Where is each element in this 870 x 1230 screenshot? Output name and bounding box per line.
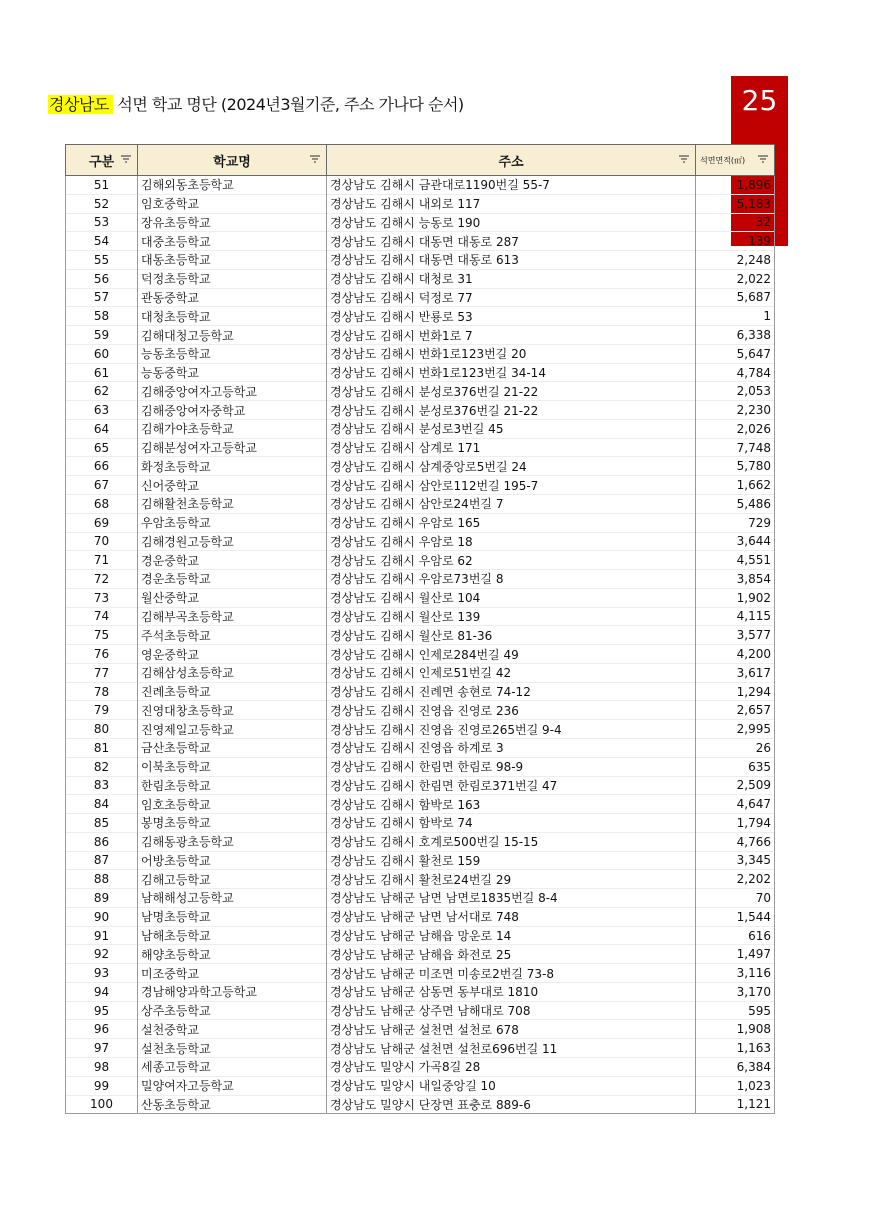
row-number: 67 bbox=[66, 476, 138, 495]
school-address: 경상남도 밀양시 단장면 표충로 889-6 bbox=[327, 1095, 696, 1114]
row-number: 76 bbox=[66, 645, 138, 664]
school-name: 금산초등학교 bbox=[138, 738, 327, 757]
school-name: 대청초등학교 bbox=[138, 307, 327, 326]
asbestos-area: 32 bbox=[696, 213, 775, 232]
row-number: 52 bbox=[66, 194, 138, 213]
school-name: 진영대창초등학교 bbox=[138, 701, 327, 720]
row-number: 99 bbox=[66, 1076, 138, 1095]
school-address: 경상남도 남해군 남해읍 망운로 14 bbox=[327, 926, 696, 945]
school-address: 경상남도 남해군 설천면 설천로696번길 11 bbox=[327, 1039, 696, 1058]
table-row bbox=[66, 889, 775, 908]
asbestos-area: 7,748 bbox=[696, 438, 775, 457]
school-name: 남해초등학교 bbox=[138, 926, 327, 945]
region-highlight: 경상남도 bbox=[48, 95, 113, 114]
table-row bbox=[66, 251, 775, 270]
school-name: 김해활천초등학교 bbox=[138, 495, 327, 514]
school-name: 경운중학교 bbox=[138, 551, 327, 570]
table-row bbox=[66, 1095, 775, 1114]
table-row bbox=[66, 720, 775, 739]
school-table bbox=[65, 144, 775, 1114]
row-number: 96 bbox=[66, 1020, 138, 1039]
table-row bbox=[66, 438, 775, 457]
school-address: 경상남도 밀양시 가곡8길 28 bbox=[327, 1057, 696, 1076]
row-number: 84 bbox=[66, 795, 138, 814]
row-number: 89 bbox=[66, 889, 138, 908]
table-row bbox=[66, 495, 775, 514]
school-name: 김해부곡초등학교 bbox=[138, 607, 327, 626]
table-row bbox=[66, 945, 775, 964]
asbestos-area: 5,687 bbox=[696, 288, 775, 307]
row-number: 83 bbox=[66, 776, 138, 795]
school-name: 미조중학교 bbox=[138, 964, 327, 983]
table-row bbox=[66, 682, 775, 701]
asbestos-area: 3,170 bbox=[696, 982, 775, 1001]
table-row bbox=[66, 213, 775, 232]
row-number: 94 bbox=[66, 982, 138, 1001]
school-name: 영운중학교 bbox=[138, 645, 327, 664]
asbestos-area: 1,163 bbox=[696, 1039, 775, 1058]
school-name: 김해가야초등학교 bbox=[138, 419, 327, 438]
row-number: 60 bbox=[66, 344, 138, 363]
school-address: 경상남도 김해시 번화1로123번길 20 bbox=[327, 344, 696, 363]
row-number: 82 bbox=[66, 757, 138, 776]
school-address: 경상남도 김해시 대동면 대동로 287 bbox=[327, 232, 696, 251]
school-address: 경상남도 김해시 진례면 송현로 74-12 bbox=[327, 682, 696, 701]
row-number: 54 bbox=[66, 232, 138, 251]
page-number: 25 bbox=[741, 84, 778, 117]
asbestos-area: 595 bbox=[696, 1001, 775, 1020]
row-number: 87 bbox=[66, 851, 138, 870]
column-header-label: 주소 bbox=[498, 154, 524, 170]
school-address: 경상남도 김해시 금관대로1190번길 55-7 bbox=[327, 176, 696, 195]
table-row bbox=[66, 757, 775, 776]
asbestos-area: 2,022 bbox=[696, 269, 775, 288]
asbestos-area: 616 bbox=[696, 926, 775, 945]
table-row bbox=[66, 607, 775, 626]
column-header-area[interactable] bbox=[696, 145, 775, 176]
page-title bbox=[48, 92, 464, 115]
school-name: 한림초등학교 bbox=[138, 776, 327, 795]
school-address: 경상남도 남해군 남면 남면로1835번길 8-4 bbox=[327, 889, 696, 908]
school-name: 능동중학교 bbox=[138, 363, 327, 382]
school-name: 어방초등학교 bbox=[138, 851, 327, 870]
row-number: 66 bbox=[66, 457, 138, 476]
school-name: 남해해성고등학교 bbox=[138, 889, 327, 908]
school-name: 김해외동초등학교 bbox=[138, 176, 327, 195]
school-address: 경상남도 김해시 삼계중앙로5번길 24 bbox=[327, 457, 696, 476]
school-name: 우암초등학교 bbox=[138, 513, 327, 532]
school-address: 경상남도 남해군 설천면 설천로 678 bbox=[327, 1020, 696, 1039]
row-number: 53 bbox=[66, 213, 138, 232]
school-address: 경상남도 김해시 월산로 104 bbox=[327, 588, 696, 607]
asbestos-area: 2,026 bbox=[696, 419, 775, 438]
table-row bbox=[66, 1020, 775, 1039]
row-number: 81 bbox=[66, 738, 138, 757]
school-address: 경상남도 남해군 남면 남서대로 748 bbox=[327, 907, 696, 926]
filter-icon[interactable] bbox=[757, 154, 769, 164]
school-address: 경상남도 김해시 진영읍 진영로 236 bbox=[327, 701, 696, 720]
table-row bbox=[66, 288, 775, 307]
school-name: 설천중학교 bbox=[138, 1020, 327, 1039]
table-row bbox=[66, 626, 775, 645]
school-address: 경상남도 김해시 우암로73번길 8 bbox=[327, 570, 696, 589]
row-number: 86 bbox=[66, 832, 138, 851]
column-header-no[interactable] bbox=[66, 145, 138, 176]
school-address: 경상남도 남해군 상주면 남해대로 708 bbox=[327, 1001, 696, 1020]
column-header-label: 석면면적(㎡) bbox=[700, 155, 746, 165]
asbestos-area: 1,023 bbox=[696, 1076, 775, 1095]
asbestos-area: 2,248 bbox=[696, 251, 775, 270]
table-row bbox=[66, 570, 775, 589]
row-number: 77 bbox=[66, 663, 138, 682]
asbestos-area: 1,662 bbox=[696, 476, 775, 495]
row-number: 72 bbox=[66, 570, 138, 589]
table-row bbox=[66, 1057, 775, 1076]
table-row bbox=[66, 401, 775, 420]
column-header-label: 학교명 bbox=[213, 154, 251, 170]
asbestos-area: 2,230 bbox=[696, 401, 775, 420]
asbestos-area: 1,794 bbox=[696, 814, 775, 833]
school-address: 경상남도 김해시 대동면 대동로 613 bbox=[327, 251, 696, 270]
school-name: 상주초등학교 bbox=[138, 1001, 327, 1020]
school-address: 경상남도 김해시 우암로 165 bbox=[327, 513, 696, 532]
table-row bbox=[66, 194, 775, 213]
school-address: 경상남도 김해시 한림면 한림로 98-9 bbox=[327, 757, 696, 776]
school-name: 임호초등학교 bbox=[138, 795, 327, 814]
asbestos-area: 3,577 bbox=[696, 626, 775, 645]
school-address: 경상남도 김해시 분성로3번길 45 bbox=[327, 419, 696, 438]
row-number: 79 bbox=[66, 701, 138, 720]
table-row bbox=[66, 344, 775, 363]
table-row bbox=[66, 851, 775, 870]
row-number: 57 bbox=[66, 288, 138, 307]
row-number: 69 bbox=[66, 513, 138, 532]
school-name: 산동초등학교 bbox=[138, 1095, 327, 1114]
school-name: 진영제일고등학교 bbox=[138, 720, 327, 739]
school-name: 임호중학교 bbox=[138, 194, 327, 213]
row-number: 55 bbox=[66, 251, 138, 270]
school-name: 대중초등학교 bbox=[138, 232, 327, 251]
row-number: 58 bbox=[66, 307, 138, 326]
row-number: 71 bbox=[66, 551, 138, 570]
row-number: 65 bbox=[66, 438, 138, 457]
asbestos-area: 6,384 bbox=[696, 1057, 775, 1076]
title-text: 석면 학교 명단 (2024년3월기준, 주소 가나다 순서) bbox=[117, 95, 464, 114]
asbestos-area: 3,345 bbox=[696, 851, 775, 870]
school-name: 김해중앙여자중학교 bbox=[138, 401, 327, 420]
row-number: 92 bbox=[66, 945, 138, 964]
school-name: 관동중학교 bbox=[138, 288, 327, 307]
school-address: 경상남도 김해시 진영읍 진영로265번길 9-4 bbox=[327, 720, 696, 739]
school-name: 봉명초등학교 bbox=[138, 814, 327, 833]
school-address: 경상남도 김해시 인제로284번길 49 bbox=[327, 645, 696, 664]
table-row bbox=[66, 326, 775, 345]
row-number: 78 bbox=[66, 682, 138, 701]
asbestos-area: 139 bbox=[696, 232, 775, 251]
school-address: 경상남도 김해시 내외로 117 bbox=[327, 194, 696, 213]
asbestos-area: 5,647 bbox=[696, 344, 775, 363]
row-number: 98 bbox=[66, 1057, 138, 1076]
row-number: 59 bbox=[66, 326, 138, 345]
row-number: 62 bbox=[66, 382, 138, 401]
header-row bbox=[66, 145, 775, 176]
school-address: 경상남도 김해시 삼계로 171 bbox=[327, 438, 696, 457]
table-row bbox=[66, 926, 775, 945]
table-row bbox=[66, 814, 775, 833]
school-address: 경상남도 김해시 활천로 159 bbox=[327, 851, 696, 870]
asbestos-area: 1,896 bbox=[696, 176, 775, 195]
row-number: 91 bbox=[66, 926, 138, 945]
school-name: 신어중학교 bbox=[138, 476, 327, 495]
table-row bbox=[66, 588, 775, 607]
school-name: 월산중학교 bbox=[138, 588, 327, 607]
asbestos-area: 3,644 bbox=[696, 532, 775, 551]
school-name: 세종고등학교 bbox=[138, 1057, 327, 1076]
school-address: 경상남도 김해시 함박로 163 bbox=[327, 795, 696, 814]
table-row bbox=[66, 269, 775, 288]
school-address: 경상남도 김해시 우암로 18 bbox=[327, 532, 696, 551]
asbestos-area: 4,115 bbox=[696, 607, 775, 626]
table-row bbox=[66, 870, 775, 889]
column-header-address[interactable] bbox=[327, 145, 696, 176]
school-name: 김해대청고등학교 bbox=[138, 326, 327, 345]
school-address: 경상남도 김해시 번화1로123번길 34-14 bbox=[327, 363, 696, 382]
school-name: 김해분성여자고등학교 bbox=[138, 438, 327, 457]
school-name: 화정초등학교 bbox=[138, 457, 327, 476]
school-name: 김해삼성초등학교 bbox=[138, 663, 327, 682]
table-row bbox=[66, 363, 775, 382]
asbestos-area: 5,780 bbox=[696, 457, 775, 476]
row-number: 64 bbox=[66, 419, 138, 438]
school-name: 장유초등학교 bbox=[138, 213, 327, 232]
asbestos-area: 1,544 bbox=[696, 907, 775, 926]
school-address: 경상남도 밀양시 내일중앙길 10 bbox=[327, 1076, 696, 1095]
filter-icon[interactable] bbox=[678, 154, 690, 164]
school-address: 경상남도 김해시 진영읍 하계로 3 bbox=[327, 738, 696, 757]
table-row bbox=[66, 907, 775, 926]
asbestos-area: 4,784 bbox=[696, 363, 775, 382]
table-row bbox=[66, 663, 775, 682]
school-address: 경상남도 남해군 삼동면 동부대로 1810 bbox=[327, 982, 696, 1001]
row-number: 68 bbox=[66, 495, 138, 514]
asbestos-area: 4,200 bbox=[696, 645, 775, 664]
table-row bbox=[66, 532, 775, 551]
asbestos-area: 4,647 bbox=[696, 795, 775, 814]
table-row bbox=[66, 307, 775, 326]
asbestos-area: 729 bbox=[696, 513, 775, 532]
asbestos-area: 3,617 bbox=[696, 663, 775, 682]
table-row bbox=[66, 776, 775, 795]
asbestos-area: 4,551 bbox=[696, 551, 775, 570]
row-number: 74 bbox=[66, 607, 138, 626]
school-address: 경상남도 김해시 삼안로24번길 7 bbox=[327, 495, 696, 514]
school-name: 경남해양과학고등학교 bbox=[138, 982, 327, 1001]
school-address: 경상남도 김해시 반룡로 53 bbox=[327, 307, 696, 326]
row-number: 73 bbox=[66, 588, 138, 607]
table-row bbox=[66, 701, 775, 720]
asbestos-area: 2,202 bbox=[696, 870, 775, 889]
filter-icon[interactable] bbox=[309, 154, 321, 164]
school-name: 주석초등학교 bbox=[138, 626, 327, 645]
asbestos-area: 1,902 bbox=[696, 588, 775, 607]
school-name: 설천초등학교 bbox=[138, 1039, 327, 1058]
row-number: 97 bbox=[66, 1039, 138, 1058]
row-number: 90 bbox=[66, 907, 138, 926]
table-row bbox=[66, 419, 775, 438]
school-address: 경상남도 김해시 한림면 한림로371번길 47 bbox=[327, 776, 696, 795]
table-row bbox=[66, 513, 775, 532]
asbestos-area: 1,121 bbox=[696, 1095, 775, 1114]
asbestos-area: 26 bbox=[696, 738, 775, 757]
table-row bbox=[66, 645, 775, 664]
school-address: 경상남도 김해시 덕정로 77 bbox=[327, 288, 696, 307]
school-address: 경상남도 김해시 월산로 81-36 bbox=[327, 626, 696, 645]
school-address: 경상남도 김해시 호계로500번길 15-15 bbox=[327, 832, 696, 851]
asbestos-area: 5,486 bbox=[696, 495, 775, 514]
school-address: 경상남도 김해시 대청로 31 bbox=[327, 269, 696, 288]
school-name: 해양초등학교 bbox=[138, 945, 327, 964]
asbestos-area: 2,509 bbox=[696, 776, 775, 795]
school-name: 이북초등학교 bbox=[138, 757, 327, 776]
filter-icon[interactable] bbox=[120, 154, 132, 164]
asbestos-area: 6,338 bbox=[696, 326, 775, 345]
school-name: 능동초등학교 bbox=[138, 344, 327, 363]
row-number: 93 bbox=[66, 964, 138, 983]
row-number: 70 bbox=[66, 532, 138, 551]
school-address: 경상남도 김해시 함박로 74 bbox=[327, 814, 696, 833]
table-row bbox=[66, 795, 775, 814]
school-name: 밀양여자고등학교 bbox=[138, 1076, 327, 1095]
asbestos-area: 3,854 bbox=[696, 570, 775, 589]
table-row bbox=[66, 176, 775, 195]
column-header-label: 구분 bbox=[88, 154, 115, 170]
school-name: 덕정초등학교 bbox=[138, 269, 327, 288]
school-address: 경상남도 김해시 월산로 139 bbox=[327, 607, 696, 626]
school-address: 경상남도 김해시 우암로 62 bbox=[327, 551, 696, 570]
row-number: 100 bbox=[66, 1095, 138, 1114]
school-name: 대동초등학교 bbox=[138, 251, 327, 270]
asbestos-area: 2,995 bbox=[696, 720, 775, 739]
school-name: 경운초등학교 bbox=[138, 570, 327, 589]
asbestos-area: 2,053 bbox=[696, 382, 775, 401]
asbestos-area: 1,497 bbox=[696, 945, 775, 964]
table-row bbox=[66, 832, 775, 851]
school-name: 김해고등학교 bbox=[138, 870, 327, 889]
school-address: 경상남도 김해시 능동로 190 bbox=[327, 213, 696, 232]
school-name: 김해중앙여자고등학교 bbox=[138, 382, 327, 401]
row-number: 51 bbox=[66, 176, 138, 195]
row-number: 56 bbox=[66, 269, 138, 288]
row-number: 63 bbox=[66, 401, 138, 420]
column-header-school[interactable] bbox=[138, 145, 327, 176]
asbestos-area: 1,294 bbox=[696, 682, 775, 701]
school-address: 경상남도 남해군 남해읍 화전로 25 bbox=[327, 945, 696, 964]
table-row bbox=[66, 1001, 775, 1020]
table-row bbox=[66, 1076, 775, 1095]
school-address: 경상남도 김해시 분성로376번길 21-22 bbox=[327, 401, 696, 420]
asbestos-area: 70 bbox=[696, 889, 775, 908]
row-number: 61 bbox=[66, 363, 138, 382]
asbestos-area: 4,766 bbox=[696, 832, 775, 851]
school-address: 경상남도 김해시 활천로24번길 29 bbox=[327, 870, 696, 889]
table-row bbox=[66, 476, 775, 495]
table-row bbox=[66, 1039, 775, 1058]
row-number: 75 bbox=[66, 626, 138, 645]
school-name: 김해동광초등학교 bbox=[138, 832, 327, 851]
school-address: 경상남도 김해시 분성로376번길 21-22 bbox=[327, 382, 696, 401]
table-row bbox=[66, 232, 775, 251]
asbestos-area: 3,116 bbox=[696, 964, 775, 983]
table-row bbox=[66, 457, 775, 476]
asbestos-area: 1,908 bbox=[696, 1020, 775, 1039]
table-row bbox=[66, 982, 775, 1001]
school-address: 경상남도 김해시 번화1로 7 bbox=[327, 326, 696, 345]
row-number: 85 bbox=[66, 814, 138, 833]
school-name: 남명초등학교 bbox=[138, 907, 327, 926]
school-address: 경상남도 김해시 인제로51번길 42 bbox=[327, 663, 696, 682]
table-row bbox=[66, 738, 775, 757]
table-row bbox=[66, 551, 775, 570]
row-number: 88 bbox=[66, 870, 138, 889]
table-row bbox=[66, 382, 775, 401]
row-number: 80 bbox=[66, 720, 138, 739]
asbestos-area: 2,657 bbox=[696, 701, 775, 720]
table-row bbox=[66, 964, 775, 983]
asbestos-area: 5,183 bbox=[696, 194, 775, 213]
asbestos-area: 1 bbox=[696, 307, 775, 326]
asbestos-area: 635 bbox=[696, 757, 775, 776]
school-name: 진례초등학교 bbox=[138, 682, 327, 701]
row-number: 95 bbox=[66, 1001, 138, 1020]
school-address: 경상남도 남해군 미조면 미송로2번길 73-8 bbox=[327, 964, 696, 983]
school-address: 경상남도 김해시 삼안로112번길 195-7 bbox=[327, 476, 696, 495]
school-name: 김해경원고등학교 bbox=[138, 532, 327, 551]
